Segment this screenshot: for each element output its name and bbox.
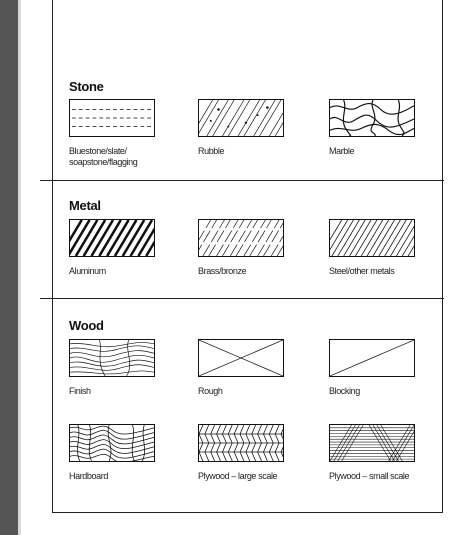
swatch-plywood-large bbox=[198, 424, 284, 462]
label-plywood-large: Plywood – large scale bbox=[198, 471, 278, 481]
left-margin-bar bbox=[0, 0, 18, 535]
section-divider bbox=[40, 298, 444, 299]
label-rough: Rough bbox=[198, 386, 223, 396]
label-bluestone-line2: soapstone/flagging bbox=[69, 157, 138, 167]
swatch-plywood-small bbox=[329, 424, 415, 462]
swatch-brass bbox=[198, 219, 284, 257]
label-bluestone-line1: Bluestone/slate/ bbox=[69, 146, 127, 156]
label-brass: Brass/bronze bbox=[198, 266, 247, 276]
label-aluminum: Aluminum bbox=[69, 266, 106, 276]
section-divider bbox=[40, 180, 444, 181]
swatch-rough bbox=[198, 339, 284, 377]
label-hardboard: Hardboard bbox=[69, 471, 108, 481]
section-title-wood: Wood bbox=[69, 318, 104, 333]
swatch-bluestone bbox=[69, 99, 155, 137]
swatch-finish bbox=[69, 339, 155, 377]
swatch-aluminum bbox=[69, 219, 155, 257]
swatch-hardboard bbox=[69, 424, 155, 462]
label-blocking: Blocking bbox=[329, 386, 360, 396]
swatch-rubble bbox=[198, 99, 284, 137]
label-rubble: Rubble bbox=[198, 146, 225, 156]
section-title-stone: Stone bbox=[69, 79, 104, 94]
section-title-metal: Metal bbox=[69, 198, 101, 213]
label-marble: Marble bbox=[329, 146, 355, 156]
swatch-marble bbox=[329, 99, 415, 137]
left-margin-edge bbox=[18, 0, 21, 535]
swatch-steel bbox=[329, 219, 415, 257]
label-finish: Finish bbox=[69, 386, 91, 396]
label-steel: Steel/other metals bbox=[329, 266, 395, 276]
label-plywood-small: Plywood – small scale bbox=[329, 471, 410, 481]
swatch-blocking bbox=[329, 339, 415, 377]
label-bluestone bbox=[69, 146, 179, 168]
